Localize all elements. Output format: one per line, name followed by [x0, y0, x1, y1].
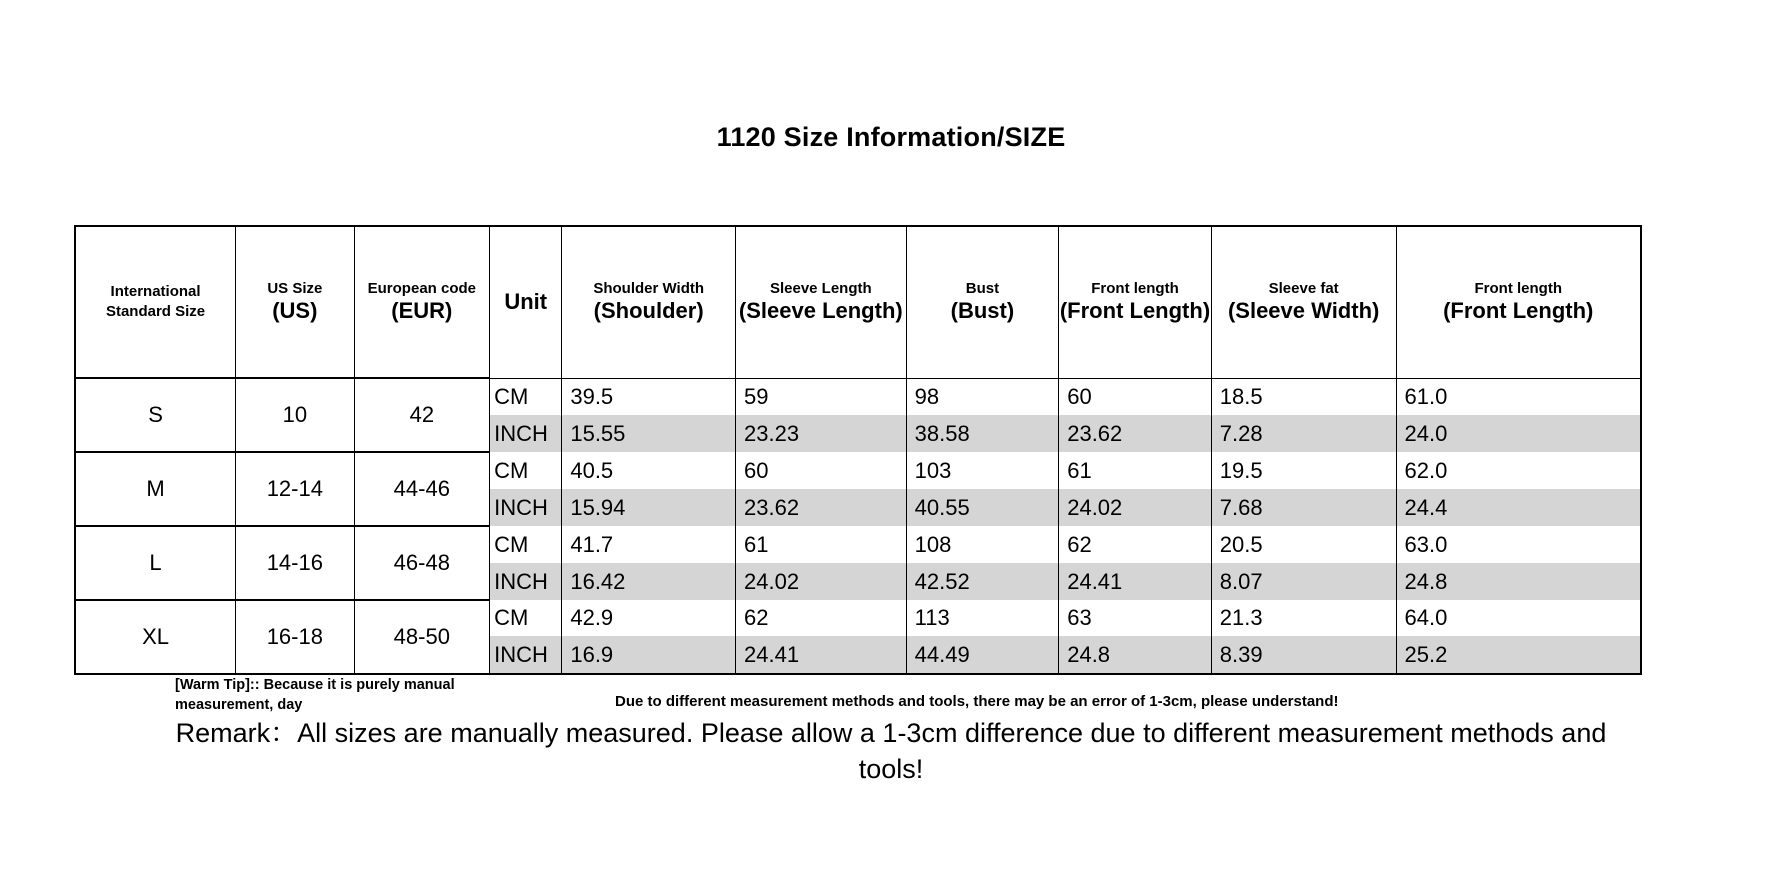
cell-shoulder-inch: 15.94 — [562, 489, 736, 526]
cell-front-length-2-cm: 61.0 — [1396, 378, 1641, 415]
cell-bust-cm: 98 — [906, 378, 1059, 415]
cell-eur-size: 48-50 — [354, 600, 490, 674]
cell-shoulder-cm: 41.7 — [562, 526, 736, 563]
warm-tip-note: [Warm Tip]:: Because it is purely manual measurement, day — [175, 677, 455, 713]
cell-sleeve-width-inch: 7.28 — [1211, 415, 1396, 452]
header-line-2: Standard Size — [105, 303, 206, 320]
cell-unit-cm: CM — [490, 526, 562, 563]
cell-us-size: 10 — [236, 378, 354, 452]
header-front-length — [1059, 226, 1212, 378]
cell-shoulder-inch: 15.55 — [562, 415, 736, 452]
header-front-length-label: Front length — [1091, 280, 1179, 298]
cell-unit-inch: INCH — [490, 563, 562, 600]
table-row — [75, 378, 1641, 415]
cell-shoulder-inch: 16.9 — [562, 636, 736, 674]
cell-shoulder-cm: 40.5 — [562, 452, 736, 489]
cell-us-size: 14-16 — [236, 526, 354, 600]
header-shoulder-width-code: (Shoulder) — [593, 298, 704, 324]
size-table-wrapper — [74, 225, 1642, 675]
cell-size: L — [75, 526, 236, 600]
cell-size: M — [75, 452, 236, 526]
cell-unit-cm: CM — [490, 452, 562, 489]
header-unit-label: Unit — [504, 289, 548, 315]
cell-front-length-2-inch: 24.0 — [1396, 415, 1641, 452]
cell-eur-size: 42 — [354, 378, 490, 452]
remark-note: Remark：All sizes are manually measured. Please allow a 1-3cm difference due to different measurement methods and tools! — [175, 718, 1607, 785]
cell-bust-cm: 113 — [906, 600, 1059, 636]
cell-bust-inch: 38.58 — [906, 415, 1059, 452]
page-title: 1120 Size Information/SIZE — [716, 122, 1066, 152]
cell-sleeve-width-inch: 8.39 — [1211, 636, 1396, 674]
cell-unit-inch: INCH — [490, 489, 562, 526]
cell-front-length-cm: 62 — [1059, 526, 1212, 563]
cell-bust-inch: 40.55 — [906, 489, 1059, 526]
cell-us-size: 12-14 — [236, 452, 354, 526]
header-sleeve-length — [736, 226, 907, 378]
cell-sleeve-length-inch: 24.02 — [736, 563, 907, 600]
cell-sleeve-length-inch: 24.41 — [736, 636, 907, 674]
cell-front-length-2-cm: 63.0 — [1396, 526, 1641, 563]
cell-front-length-inch: 24.02 — [1059, 489, 1212, 526]
header-bust — [906, 226, 1059, 378]
cell-front-length-2-cm: 62.0 — [1396, 452, 1641, 489]
cell-sleeve-length-inch: 23.23 — [736, 415, 907, 452]
cell-eur-size: 44-46 — [354, 452, 490, 526]
cell-front-length-2-inch: 24.4 — [1396, 489, 1641, 526]
cell-us-size: 16-18 — [236, 600, 354, 674]
cell-sleeve-width-cm: 21.3 — [1211, 600, 1396, 636]
cell-size: S — [75, 378, 236, 452]
table-row — [75, 600, 1641, 636]
header-shoulder-width — [562, 226, 736, 378]
cell-front-length-2-inch: 24.8 — [1396, 563, 1641, 600]
cell-sleeve-length-cm: 61 — [736, 526, 907, 563]
cell-sleeve-length-cm: 60 — [736, 452, 907, 489]
header-international-standard-size — [75, 226, 236, 378]
header-shoulder-width-label: Shoulder Width — [593, 280, 705, 298]
header-us-size-label: US Size — [267, 280, 323, 298]
cell-shoulder-cm: 39.5 — [562, 378, 736, 415]
cell-eur-size: 46-48 — [354, 526, 490, 600]
header-line-1: International — [110, 283, 201, 301]
cell-sleeve-length-cm: 62 — [736, 600, 907, 636]
cell-front-length-cm: 63 — [1059, 600, 1212, 636]
size-table — [74, 225, 1642, 675]
cell-shoulder-inch: 16.42 — [562, 563, 736, 600]
header-sleeve-fat-code: (Sleeve Width) — [1227, 298, 1380, 324]
cell-front-length-inch: 24.8 — [1059, 636, 1212, 674]
cell-sleeve-length-cm: 59 — [736, 378, 907, 415]
measurement-tools-note: Due to different measurement methods and tools, there may be an error of 1-3cm, please understand! — [615, 693, 1339, 710]
cell-shoulder-cm: 42.9 — [562, 600, 736, 636]
cell-bust-inch: 42.52 — [906, 563, 1059, 600]
cell-sleeve-width-cm: 18.5 — [1211, 378, 1396, 415]
cell-unit-cm: CM — [490, 378, 562, 415]
header-us-size-code: (US) — [272, 297, 318, 323]
cell-size: XL — [75, 600, 236, 674]
header-bust-label: Bust — [965, 280, 1000, 298]
cell-front-length-cm: 61 — [1059, 452, 1212, 489]
header-unit — [490, 226, 562, 378]
cell-sleeve-length-inch: 23.62 — [736, 489, 907, 526]
cell-front-length-2-inch: 25.2 — [1396, 636, 1641, 674]
header-front-length-2 — [1396, 226, 1641, 378]
cell-bust-inch: 44.49 — [906, 636, 1059, 674]
cell-front-length-inch: 24.41 — [1059, 563, 1212, 600]
header-sleeve-fat — [1211, 226, 1396, 378]
table-row — [75, 452, 1641, 489]
cell-bust-cm: 108 — [906, 526, 1059, 563]
cell-sleeve-width-inch: 7.68 — [1211, 489, 1396, 526]
header-sleeve-length-label: Sleeve Length — [769, 280, 872, 298]
header-row — [75, 226, 1641, 378]
table-body — [75, 378, 1641, 674]
header-european-code-value: (EUR) — [391, 297, 453, 323]
cell-front-length-2-cm: 64.0 — [1396, 600, 1641, 636]
cell-front-length-inch: 23.62 — [1059, 415, 1212, 452]
cell-sleeve-width-cm: 19.5 — [1211, 452, 1396, 489]
header-front-length-2-label: Front length — [1474, 280, 1562, 298]
header-european-code — [354, 226, 490, 378]
header-sleeve-fat-label: Sleeve fat — [1268, 280, 1339, 298]
table-row — [75, 526, 1641, 563]
header-front-length-code: (Front Length) — [1059, 298, 1211, 324]
cell-unit-inch: INCH — [490, 636, 562, 674]
cell-front-length-cm: 60 — [1059, 378, 1212, 415]
cell-sleeve-width-inch: 8.07 — [1211, 563, 1396, 600]
cell-bust-cm: 103 — [906, 452, 1059, 489]
header-front-length-2-code: (Front Length) — [1443, 298, 1594, 324]
cell-unit-inch: INCH — [490, 415, 562, 452]
cell-unit-cm: CM — [490, 600, 562, 636]
cell-sleeve-width-cm: 20.5 — [1211, 526, 1396, 563]
header-bust-code: (Bust) — [950, 298, 1015, 324]
table-header — [75, 226, 1641, 378]
header-sleeve-length-code: (Sleeve Length) — [738, 298, 903, 324]
header-us-size — [236, 226, 354, 378]
header-european-code-label: European code — [367, 280, 476, 298]
